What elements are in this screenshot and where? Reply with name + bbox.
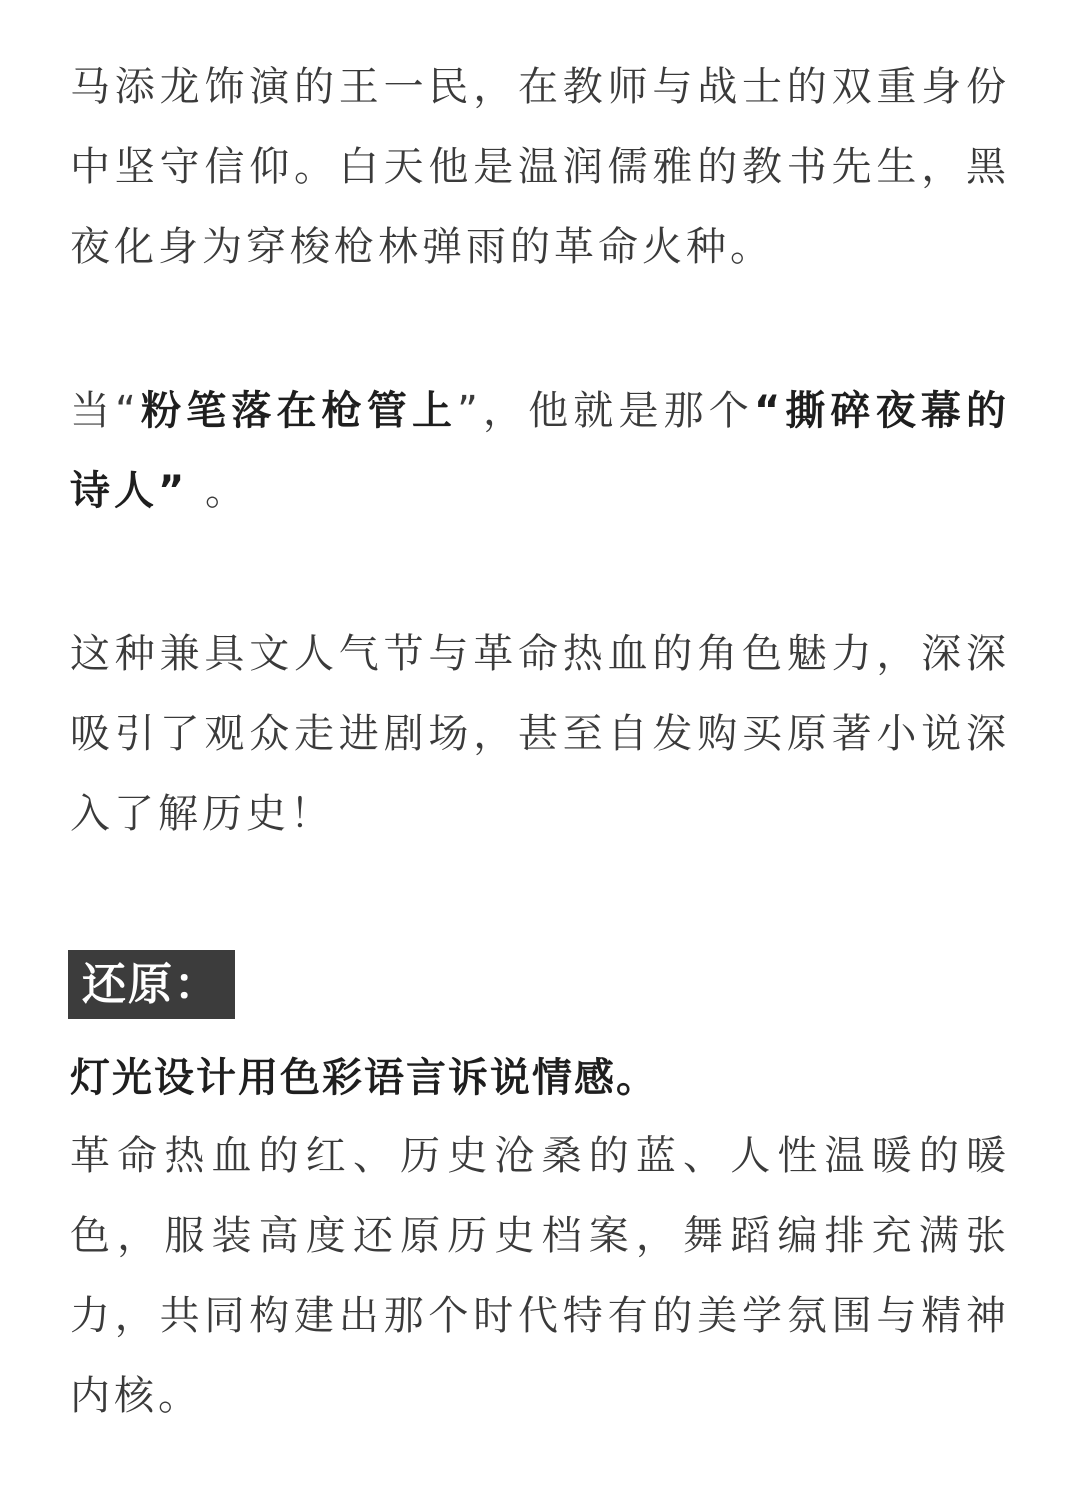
quote-suffix: 。 [205, 468, 250, 514]
paragraph-line: 力，共同构建出那个时代特有的美学氛围与精神 [70, 1293, 1010, 1339]
paragraph-quote [70, 371, 1010, 531]
paragraph-character-intro [70, 47, 1010, 287]
paragraph-audience [70, 614, 1010, 854]
quote-bold-chalk: 粉笔落在枪管上 [139, 388, 458, 434]
quote-line-1 [70, 371, 1010, 451]
quote-middle: ”，他就是那个 [457, 388, 754, 434]
paragraph-line: 色，服装高度还原历史档案，舞蹈编排充满张 [70, 1213, 1010, 1259]
paragraph-line: 中坚守信仰。白天他是温润儒雅的教书先生，黑 [70, 144, 1010, 190]
quote-line-2 [70, 451, 1010, 531]
paragraph-line: 马添龙饰演的王一民，在教师与战士的双重身份 [70, 64, 1010, 110]
paragraph-line: 吸引了观众走进剧场，甚至自发购买原著小说深 [70, 711, 1010, 757]
paragraph-line: 夜化身为穿梭枪林弹雨的革命火种。 [70, 224, 774, 270]
paragraph-line: 革命热血的红、历史沧桑的蓝、人性温暖的暖 [70, 1133, 1010, 1179]
paragraph-design [70, 1116, 1010, 1436]
quote-bold-night: “撕碎夜幕的 [753, 388, 1010, 434]
section-label: 还原： [68, 950, 235, 1019]
quote-prefix: 当“ [70, 388, 140, 434]
paragraph-line: 这种兼具文人气节与革命热血的角色魅力，深深 [70, 631, 1010, 677]
paragraph-line: 入了解历史！ [70, 791, 334, 837]
section-subheading: 灯光设计用色彩语言诉说情感。 [70, 1055, 658, 1101]
quote-bold-poet: 诗人” [70, 468, 189, 514]
paragraph-line: 内核。 [70, 1373, 202, 1419]
